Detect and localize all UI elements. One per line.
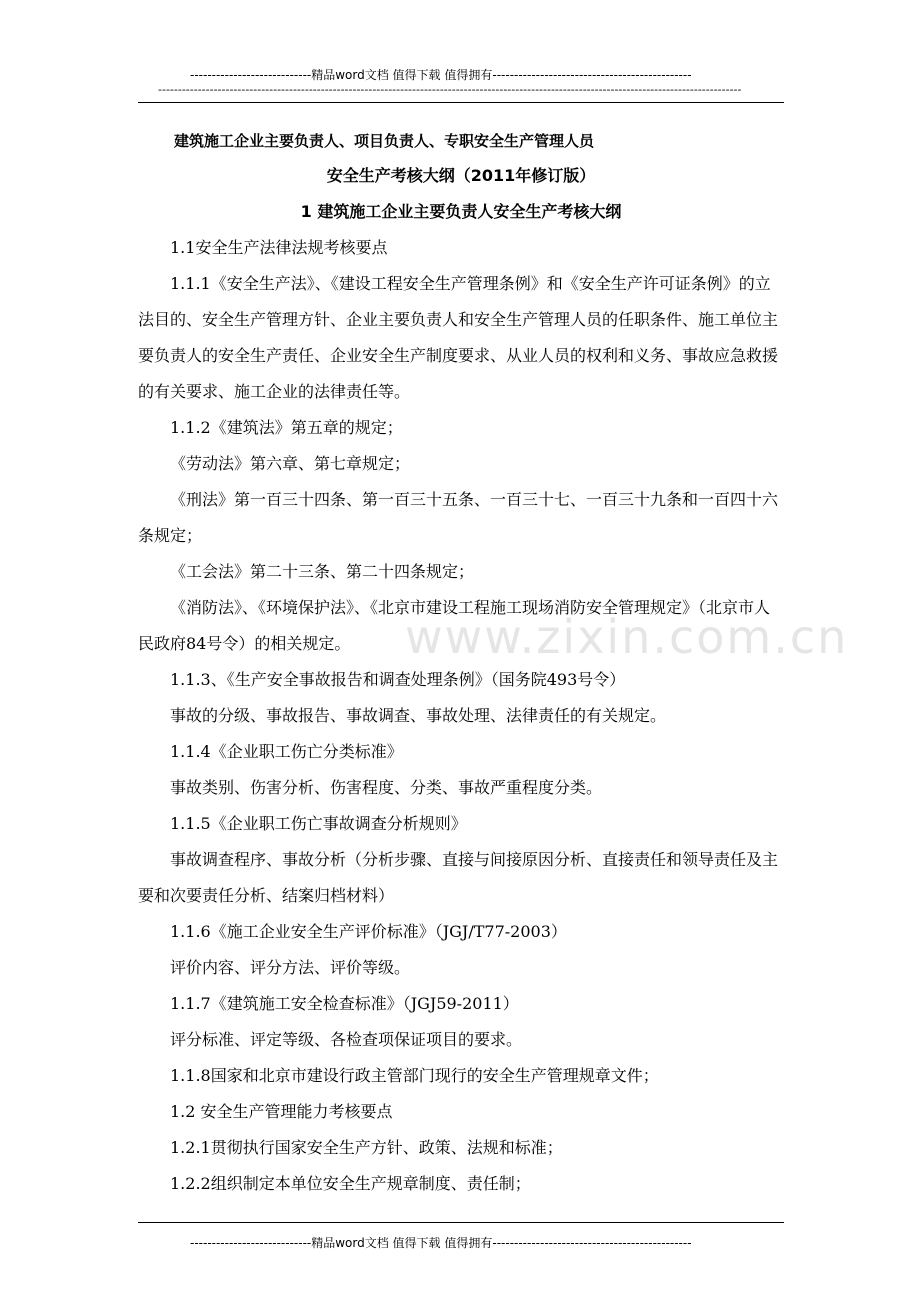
section-heading: 1 建筑施工企业主要负责人安全生产考核大纲 xyxy=(300,202,622,221)
paragraph: 1.1.4《企业职工伤亡分类标准》 xyxy=(170,742,403,761)
paragraph: 1.1.1《安全生产法》、《建设工程安全生产管理条例》和《安全生产许可证条例》的立法目的、安全生产管理方针、企业主要负责人和安全生产管理人员的任职条件、施工单位主要负责人的安全生产责任、企业安全生产制度要求、从业人员的权利和义务、事故应急救援的有关要求、施工企业的法律责任等。 xyxy=(138,274,779,401)
paragraph: 1.1.8国家和北京市建设行政主管部门现行的安全生产管理规章文件； xyxy=(170,1066,659,1085)
paragraph: 1.1.2《建筑法》第五章的规定； xyxy=(170,418,403,437)
page-header-dashes: --------------------------------------------------------------------------------------------------------------------------------------------------- xyxy=(158,84,742,96)
paragraph: 评价内容、评分方法、评价等级。 xyxy=(170,958,411,977)
paragraph: 1.1.6《施工企业安全生产评价标准》（JGJ/T77-2003） xyxy=(170,922,567,941)
paragraph: 1.2 安全生产管理能力考核要点 xyxy=(170,1102,393,1121)
paragraph: 1.1.3、《生产安全事故报告和调查处理条例》（国务院493号令） xyxy=(170,670,626,689)
paragraph: 1.1安全生产法律法规考核要点 xyxy=(170,238,388,257)
paragraph: 《消防法》、《环境保护法》、《北京市建设工程施工现场消防安全管理规定》（北京市人民政府84号令）的相关规定。 xyxy=(138,598,771,653)
paragraph: 1.1.7《建筑施工安全检查标准》（JGJ59-2011） xyxy=(170,994,519,1013)
paragraph: 评分标准、评定等级、各检查项保证项目的要求。 xyxy=(170,1030,523,1049)
paragraph: 《工会法》第二十三条、第二十四条规定； xyxy=(170,562,475,581)
paragraph: 《刑法》第一百三十四条、第一百三十五条、一百三十七、一百三十九条和一百四十六条规定； xyxy=(138,490,779,545)
footer-rule xyxy=(138,1222,784,1223)
page-footer-text: ----------------------------精品word文档 值得下载 值得拥有---------------------------------------------- xyxy=(190,1236,692,1250)
paragraph: 事故调查程序、事故分析（分析步骤、直接与间接原因分析、直接责任和领导责任及主要和次要责任分析、结案归档材料） xyxy=(138,850,779,905)
watermark: www.zixin.com.cn xyxy=(405,610,849,664)
paragraph: 1.2.1贯彻执行国家安全生产方针、政策、法规和标准； xyxy=(170,1138,563,1157)
document-title-line1: 建筑施工企业主要负责人、项目负责人、专职安全生产管理人员 xyxy=(174,132,595,150)
header-rule xyxy=(138,102,784,103)
paragraph: 事故的分级、事故报告、事故调查、事故处理、法律责任的有关规定。 xyxy=(170,706,667,725)
paragraph: 《劳动法》第六章、第七章规定； xyxy=(170,454,411,473)
document-title-line2: 安全生产考核大纲（2011年修订版） xyxy=(326,166,596,185)
page-header-text: ----------------------------精品word文档 值得下载 值得拥有---------------------------------------------- xyxy=(190,68,692,82)
paragraph: 1.2.2组织制定本单位安全生产规章制度、责任制； xyxy=(170,1174,531,1193)
paragraph: 1.1.5《企业职工伤亡事故调查分析规则》 xyxy=(170,814,467,833)
paragraph: 事故类别、伤害分析、伤害程度、分类、事故严重程度分类。 xyxy=(170,778,603,797)
